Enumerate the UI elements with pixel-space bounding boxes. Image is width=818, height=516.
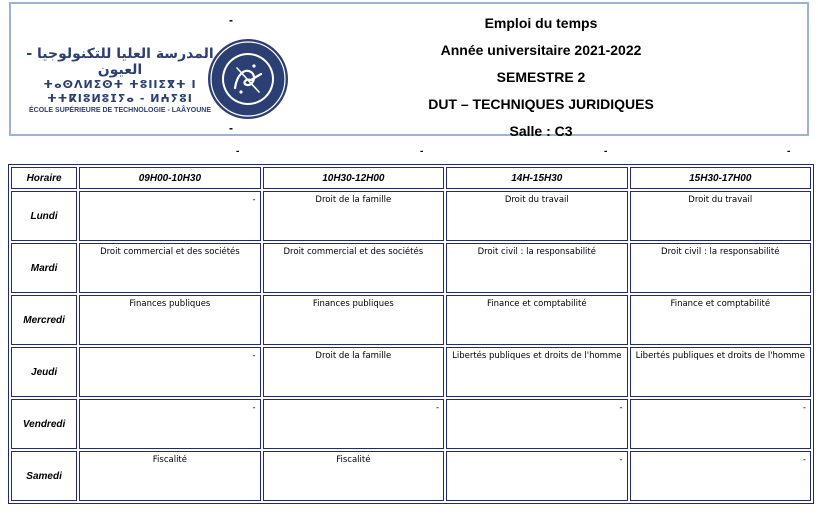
day-label: Mercredi [11,295,77,345]
course-cell: - [630,451,811,501]
course-cell: Fiscalité [263,451,444,501]
day-label: Samedi [11,451,77,501]
course-cell: Droit de la famille [263,347,444,397]
course-cell: Libertés publiques et droits de l'homme [630,347,811,397]
course-cell: - [446,399,627,449]
academic-year: Année universitaire 2021-2022 [440,42,642,58]
room: Salle : C3 [509,123,573,139]
table-row [11,191,811,241]
course-cell: Finances publiques [263,295,444,345]
course-cell: Droit civil : la responsabilité [446,243,627,293]
course-cell: - [79,347,260,397]
day-label: Jeudi [11,347,77,397]
course-cell: - [79,191,260,241]
document-title: Emploi du temps [484,15,598,31]
separator-dot: - [604,146,608,157]
table-row [11,295,811,345]
table-row [11,399,811,449]
day-label: Mardi [11,243,77,293]
course-cell: Droit commercial et des sociétés [263,243,444,293]
header-titles [391,10,691,145]
slot-header: 10H30-12H00 [263,167,444,189]
slot-header: 14H-15H30 [446,167,627,189]
school-french-name: ÉCOLE SUPÉRIEURE DE TECHNOLOGIE - LAÂYOUNE [28,107,212,114]
table-row [11,451,811,501]
school-tifinagh-name: ⵜⴰⵙⴷⵍⵉⵙⵜ ⵜⵓⵏⵏⵉⴳⵜ ⵏ ⵜⵜⴽⵏⵓⵍⵓⵊⵢⴰ - ⵍⵄⵢⵓⵏ [43,78,197,105]
university-seal-icon [207,38,289,120]
timetable-header-row [11,167,811,189]
program-name: DUT – TECHNIQUES JURIDIQUES [428,96,654,112]
table-row [11,243,811,293]
course-cell: - [79,399,260,449]
course-cell: Droit de la famille [263,191,444,241]
slot-header: 09H00-10H30 [79,167,260,189]
course-cell: Droit commercial et des sociétés [79,243,260,293]
course-cell: Libertés publiques et droits de l'homme [446,347,627,397]
header-box [9,2,809,139]
separator-dot: - [787,146,791,157]
school-logo-text [25,46,215,116]
school-arabic-name: المدرسة العليا للتكنولوجيا - العيون [26,46,214,78]
header-dash-top: - [229,13,233,27]
day-label: Lundi [11,191,77,241]
course-cell: Droit du travail [446,191,627,241]
table-row [11,347,811,397]
course-cell: - [263,399,444,449]
timetable [8,164,814,504]
separator-dot: - [236,146,240,157]
course-cell: Fiscalité [79,451,260,501]
course-cell: Finance et comptabilité [630,295,811,345]
course-cell: Finances publiques [79,295,260,345]
course-cell: - [630,399,811,449]
day-label: Vendredi [11,399,77,449]
semester: SEMESTRE 2 [496,69,586,85]
corner-header: Horaire [11,167,77,189]
course-cell: Droit civil : la responsabilité [630,243,811,293]
course-cell: - [446,451,627,501]
course-cell: Droit du travail [630,191,811,241]
header-dash-bottom: - [229,121,233,135]
slot-header: 15H30-17H00 [630,167,811,189]
course-cell: Finance et comptabilité [446,295,627,345]
separator-dot: - [420,146,424,157]
